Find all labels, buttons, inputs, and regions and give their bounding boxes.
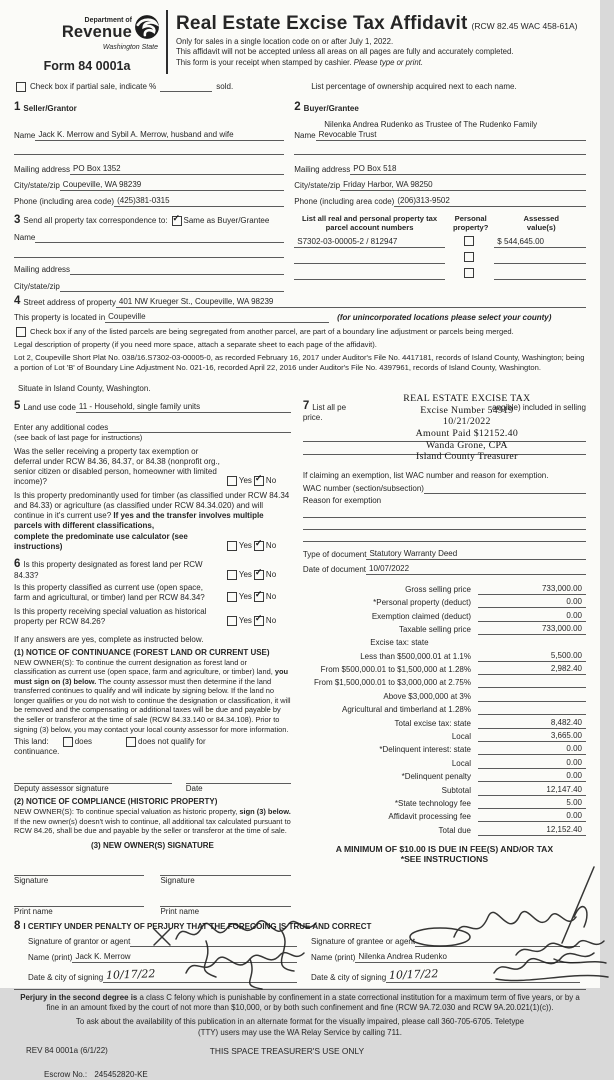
stamp-treasurer-title: Island County Treasurer [416,451,518,463]
grantee-date-handwritten: 10/17/22 [388,967,439,983]
situate-line: Situate in Island County, Washington. [18,384,151,394]
deputy-assessor-lines [14,773,291,784]
located-in-row [14,312,586,323]
section7-label-cont: price. [302,412,323,422]
section2-number: 2 [294,101,301,114]
tax-row-local: Local 3,665.00 [303,729,586,742]
section8-block [14,921,586,983]
located-in-label: This property is located in [14,312,106,322]
reason-exemption-label: Reason for exemption [302,496,382,506]
correspondence-mailing-field [70,264,284,275]
correspondence-name-field [35,232,284,243]
land-does-checkbox[interactable] [63,737,73,747]
tax-row-subtotal: Subtotal 12,147.40 [303,782,586,795]
correspondence-blank-line [14,243,284,258]
reason-line-2 [303,518,586,530]
form-title-rcw: (RCW 82.45 WAC 458-61A) [471,21,578,31]
seller-name-value: Jack K. Merrow and Sybil A. Merrow, husband and wife [35,130,284,141]
deputy-signature-label: Deputy assessor signature [14,784,109,794]
assessed-value-field-3 [494,269,586,280]
deputy-date-field [186,773,291,784]
section4-number: 4 [14,295,21,308]
yes-label: Yes [238,569,252,579]
seller-phone-row [14,196,284,207]
grantee-date-row [311,968,580,983]
document-type-value: Statutory Warranty Deed [366,549,586,560]
section1-title: Seller/Grantor [23,103,77,113]
tax-row-tier2: From $500,000.01 to $1,500,000 at 1.28% 2,982.40 [303,662,586,675]
seller-mailing-row [14,164,284,175]
grantor-name-label: Name (print) [28,953,73,963]
same-as-buyer-checkbox[interactable] [172,216,182,226]
escrow-number: 245452820-KE [94,1070,148,1080]
parcel-row-3 [294,264,586,280]
current-use-no-checkbox[interactable] [254,592,264,602]
land-does-not-checkbox[interactable] [126,737,136,747]
form-header [14,10,586,74]
buyer-mailing-row [294,164,586,175]
correspondence-mailing-row [14,264,284,275]
grantor-date-row [28,968,297,983]
minimum-due-line2: *SEE INSTRUCTIONS [400,854,489,865]
question-forest-text: Is this property designated as forest land per RCW 84.33? [14,560,203,580]
segregated-label: Check box if any of the listed parcels are being segregated from another parcel, are part of a boundary line adjustment or parcels being merged. [30,327,514,337]
no-label: No [265,591,277,601]
continuance-label: continuance. [14,747,60,757]
perjury-rest: a class C felony which is punishable by confinement in a state correctional institution for a maximum term of five years, or by a fine in an amount fixed by the court of not more than $10,000, or by both such confinement and fine (RCW 9A.72.030 and RCW 9A.20.021(1)(c)). [46,992,580,1013]
dor-swirl-icon [134,14,160,43]
document-date-row [303,564,586,575]
notice1-body [14,658,291,734]
same-as-buyer-label: Same as Buyer/Grantee [183,216,270,226]
does-not-label: does not qualify for [138,737,206,747]
street-address-row [14,296,586,308]
grantee-name-value: Nilenka Andrea Rudenko [355,952,580,963]
owner-printname-field-1 [14,896,144,907]
reason-line-3 [303,530,586,542]
located-in-value: Coupeville [105,312,329,323]
question-current-use-text: Is this property classified as current use (open space, farm and agricultural, or timber) land per RCW 84.34? [14,582,205,602]
parcel-number-field-3 [294,269,444,280]
wac-number-field [424,483,586,494]
yes-label: Yes [238,591,252,601]
buyer-name-row [294,130,586,141]
yes-label: Yes [238,476,252,486]
tax-row-tier3: From $1,500,000.01 to $3,000,000 at 2.75% [303,675,586,688]
correspondence-mailing-label: Mailing address [14,265,71,275]
deputy-signature-field [14,773,172,784]
forest-no-checkbox[interactable] [254,570,264,580]
grantor-signature-row [28,936,297,947]
seller-city-label: City/state/zip [14,180,60,190]
question-timber-text: Is this property predominantly used for timber (as classified under RCW 84.34 and 84.33) or agriculture (as classified under RCW 84.34.020) and will continue in it's current use? [14,491,290,521]
if-any-answers-line: If any answers are yes, complete as instructed below. [14,634,204,644]
seller-name-blank-line [14,141,284,155]
assessed-value-1: $ 544,645.00 [494,237,586,248]
street-address-label: Street address of property [23,297,116,307]
exemption-yes-checkbox[interactable] [227,476,237,486]
timber-no-checkbox[interactable] [254,541,264,551]
owner-signature-label-1: Signature [14,875,49,885]
personal-property-col-header: Personal property? [452,213,489,232]
tax-row-total-due: Total due 12,152.40 [303,822,586,835]
correspondence-city-row [14,281,284,292]
owner-printname-lines [14,896,291,907]
section1-heading [14,102,284,114]
no-label: No [265,541,277,551]
grantor-signature-field [130,936,297,947]
buyer-city-value: Friday Harbor, WA 98250 [340,180,586,191]
document-type-row [303,549,586,560]
footer-row [14,1046,586,1057]
dor-logo-block [14,10,160,74]
tax-row-tier4: Above $3,000,000 at 3% [303,688,586,701]
tax-row-delinquent-penalty: *Delinquent penalty 0.00 [303,769,586,782]
question-timber [14,491,291,552]
question-forest [14,559,291,581]
exemption-no-checkbox[interactable] [254,476,264,486]
buyer-mailing-label: Mailing address [294,164,351,174]
yes-label: Yes [238,615,252,625]
owner-printname-label-2: Print name [160,906,200,916]
partial-sale-row [14,81,586,92]
section2-heading [294,102,586,114]
grantee-signature-row [311,936,580,947]
seller-name-label: Name [14,130,36,140]
tax-row-delinquent-local: Local 0.00 [303,755,586,768]
street-address-value: 401 NW Krueger St., Coupeville, WA 98239 [116,297,586,308]
parcel-number-value: S7302-03-00005-2 / 812947 [294,237,444,248]
notice2-title: (2) NOTICE OF COMPLIANCE (HISTORIC PROPERTY) [14,797,218,807]
correspondence-name-row [14,232,284,243]
question-historical [14,607,291,627]
buyer-phone-row [294,196,586,207]
grantee-date-label: Date & city of signing [311,972,387,982]
question-timber-answer [225,541,291,552]
document-date-value: 10/07/2022 [366,564,586,575]
parcel-number-field-2 [294,253,444,264]
owner-signature-field-2 [160,865,290,876]
rev-number: REV 84 0001a (6/1/22) [26,1045,108,1055]
historical-no-checkbox[interactable] [254,616,264,626]
seller-city-value: Coupeville, WA 98239 [60,180,284,191]
tax-row-tech-fee: *State technology fee 5.00 [303,796,586,809]
legal-description-text: Lot 2, Coupeville Short Plat No. 038/16.S7302-03-00005-0, as recorded February 16, 2017 under Auditor's File No. 4417181, records of Island County, Washington; being a portion of Lot 'B' of Boundary Line Adjustment No. 021-16, recorded April 22, 2016 under Auditor's File No. 4397961, records of Island County, Washington. [14,353,585,372]
question-exemption-text: Was the seller receiving a property tax exemption or deferral under RCW 84.36, 84.37, or 84.38 (nonprofit org., senior citizen or disabled person, homeowner with limited income)? [14,447,220,487]
parcel-row-1 [294,232,586,248]
instruction-line-1: Only for sales in a single location code on or after July 1, 2022. [176,36,394,46]
land-use-value: 11 - Household, single family units [76,402,291,413]
dor-logo-text [62,17,132,41]
additional-codes-label: Enter any additional codes [14,422,109,432]
parcel-row-1-checkbox-cell [445,236,495,248]
logo-dept-label: Department of [84,16,132,24]
notice1-title: (1) NOTICE OF CONTINUANCE (FOREST LAND OR CURRENT USE) [14,647,270,657]
grantor-signature-label: Signature of grantor or agent [28,937,131,947]
parcel-row-2 [294,248,586,264]
no-label: No [265,476,277,486]
forest-yes-checkbox[interactable] [227,570,237,580]
form-title: Real Estate Excise Tax Affidavit [176,13,468,34]
correspondence-city-label: City/state/zip [14,282,60,292]
section7-label-end: angible) included in selling [492,402,586,412]
document-type-label: Type of document [302,550,367,560]
tax-row-total-state: Total excise tax: state 8,482.40 [303,715,586,728]
parcel-row-2-checkbox-cell [445,252,495,264]
owner-signature-labels [14,876,291,886]
instruction-line-2: This affidavit will not be accepted unless all areas on all pages are fully and accurately completed. [176,47,514,57]
stamp-date: 10/21/2022 [443,416,491,428]
seller-phone-value: (425)381-0315 [114,196,284,207]
accessibility-line-2: (TTY) users may use the WA Relay Service by calling 711. [198,1027,402,1037]
header-divider [166,10,168,74]
section6-number: 6 [14,558,21,571]
current-use-yes-checkbox[interactable] [227,592,237,602]
grantor-date-label: Date & city of signing [28,972,104,982]
notice1-body-bold: you must sign on (3) below. [14,667,289,686]
partial-sale-percent-field [160,81,212,92]
seller-name-row [14,130,284,141]
deputy-date-label: Date [185,784,203,794]
personal-property-checkbox-2[interactable] [464,252,474,262]
additional-codes-field [108,422,291,433]
timber-yes-checkbox[interactable] [227,541,237,551]
question-historical-answer [225,607,291,627]
tax-row-delinquent-interest: *Delinquent interest: state 0.00 [303,742,586,755]
stamp-excise-number: Excise Number 54919 [420,404,514,416]
reason-line-1 [303,506,586,518]
correspondence-city-field [60,281,284,292]
tax-row-exemption: Exemption claimed (deduct) 0.00 [303,608,586,621]
tax-row-gross: Gross selling price 733,000.00 [303,581,586,594]
yes-label: Yes [238,541,252,551]
section1-number: 1 [14,101,21,114]
form-number: Form 84 0001a [43,58,131,73]
assessed-value-field-2 [494,253,586,264]
does-label: does [74,737,93,747]
assessed-value-col-header: Assessed value(s) [523,213,559,232]
owner-printname-field-2 [160,896,290,907]
segregated-checkbox[interactable] [16,327,26,337]
treasurer-stamp [349,393,585,462]
grantee-signature-field [415,936,580,947]
stamp-title: REAL ESTATE EXCISE TAX [403,393,531,405]
deputy-assessor-labels [14,784,291,794]
grantor-name-value: Jack K. Merrow [72,952,297,963]
owner-signature-label-2: Signature [160,875,195,885]
legal-description-label: Legal description of property (if you need more space, attach a separate sheet to each page of the affidavit). [14,339,377,349]
document-date-label: Date of document [302,565,367,575]
grantee-name-label: Name (print) [311,953,356,963]
grantee-signature-label: Signature of grantee or agent [311,937,416,947]
grantor-date-handwritten: 10/17/22 [105,967,156,983]
no-label: No [265,615,277,625]
accessibility-line-1: To ask about the availability of this publication in an alternate format for the visually impaired, please call 360-705-6705. Teletype [75,1017,525,1027]
seller-phone-label: Phone (including area code) [14,196,115,206]
grantee-name-row [311,952,580,963]
additional-codes-note: (see back of last page for instructions) [14,432,143,442]
this-land-row [14,737,291,747]
section7-label-start: List all pe [312,402,347,412]
stamp-treasurer-name: Wanda Grone, CPA [425,439,508,451]
certify-statement: I CERTIFY UNDER PENALTY OF PERJURY THAT THE FOREGOING IS TRUE AND CORRECT [23,922,372,932]
seller-mailing-label: Mailing address [14,164,71,174]
section5-number: 5 [14,400,21,413]
buyer-city-label: City/state/zip [294,180,341,190]
land-use-label: Land use code [23,402,76,412]
owner-printname-label-1: Print name [14,906,53,916]
instruction-line-3 [176,58,578,68]
question-exemption [14,447,291,487]
buyer-mailing-value: PO Box 518 [350,164,586,175]
section7-number: 7 [302,400,310,413]
question-timber-bold1: If yes and the transfer involves multiple parcels with different classifications, [14,511,264,531]
tax-row-agricultural: Agricultural and timberland at 1.28% [303,702,586,715]
land-use-row [14,401,291,413]
grantor-name-row [28,952,297,963]
new-owners-signature-title: (3) NEW OWNER(S) SIGNATURE [90,840,214,850]
parcel-row-3-checkbox-cell [445,268,495,280]
excise-tax-state-header: Excise tax: state [370,638,429,648]
section3-label: Send all property tax correspondence to: [23,216,168,226]
stamp-amount-paid: Amount Paid $12152.40 [415,427,519,439]
section8-number: 8 [14,919,21,932]
escrow-row [44,1070,586,1080]
perjury-paragraph [14,989,586,1014]
partial-sale-checkbox[interactable] [16,82,26,92]
historical-yes-checkbox[interactable] [227,616,237,626]
grantor-date-field [103,968,297,983]
owner-signature-field-1 [14,865,144,876]
notice1-body-b: The county assessor must then determine if the land transferred continues to qualify and will indicate by signing below. If the land no longer qualifies or you do not wish to continue the designation or classification, it will be removed and the compensating or additional taxes will be due and payable by the seller or transferor at the time of sale (RCW 84.33.140 or 84.34.108). Prior to signing (3) below, you may contact your local county assessor for more information. [14,676,291,734]
owner-signature-lines [14,865,291,876]
buyer-city-row [294,180,586,191]
tax-row-tier1: Less than $500,000.01 at 1.1% 5,500.00 [303,648,586,661]
owner-printname-labels [14,907,291,917]
section2-title: Buyer/Grantee [303,103,359,113]
parcel-col-header: List all real and personal property tax parcel account numbers [302,213,438,232]
buyer-name-blank-line [294,141,586,155]
seller-city-row [14,180,284,191]
additional-codes-row [14,422,291,433]
parcel-table-header [294,215,586,232]
ownership-note: List percentage of ownership acquired next to each name. [311,82,517,92]
buyer-phone-label: Phone (including area code) [294,196,395,206]
certify-row [14,921,586,933]
seller-mailing-value: PO Box 1352 [70,164,284,175]
this-land-label: This land: [14,737,49,747]
correspondence-name-label: Name [14,233,36,243]
personal-property-checkbox-3[interactable] [464,268,474,278]
county-note: (for unincorporated locations please select your county) [337,312,552,322]
tax-row-processing-fee: Affidavit processing fee 0.00 [303,809,586,822]
question-historical-text: Is this property receiving special valuation as historical property per RCW 84.26? [14,606,207,626]
buyer-name-line1: Nilenka Andrea Rudenko as Trustee of The Rudenko Family [324,119,538,129]
partial-sale-sold-label: sold. [216,82,234,92]
wac-number-label: WAC number (section/subsection) [302,484,424,494]
escrow-label: Escrow No.: [44,1070,88,1080]
tax-row-personal: *Personal property (deduct) 0.00 [303,595,586,608]
buyer-name-label: Name [294,130,316,140]
treasurer-use-only: THIS SPACE TREASURER'S USE ONLY [209,1045,365,1056]
personal-property-checkbox-1[interactable] [464,236,474,246]
no-label: No [265,569,277,579]
segregated-row [14,327,586,337]
minimum-due-line1: A MINIMUM OF $10.00 IS DUE IN FEE(S) AND/OR TAX [335,843,554,854]
instruction-line-3-italic: Please type or print. [353,58,424,68]
logo-state-label: Washington State [102,44,158,51]
section7-block [302,393,586,465]
section3-number: 3 [14,213,21,226]
notice1-body-a: NEW OWNER(S): To continue the current designation as forest land or classification as current use (open space, farm and agriculture, or timber) land, [14,657,275,677]
perjury-bold: Perjury in the second degree is [20,992,138,1002]
question-forest-answer [225,559,291,581]
section3-row [14,215,284,227]
question-exemption-answer [225,447,291,487]
notice2-body-bold: sign (3) below. [239,807,291,817]
instruction-line-3-text: This form is your receipt when stamped by cashier. [176,58,354,68]
exemption-note: If claiming an exemption, list WAC number and reason for exemption. [302,471,549,481]
notice2-body [14,807,291,836]
tax-row-taxable: Taxable selling price 733,000.00 [303,622,586,635]
logo-revenue-label: Revenue [61,22,132,41]
question-current-use [14,583,291,603]
notice2-body-a: NEW OWNER(S): To continue special valuation as historic property, [14,807,240,817]
notice2-body-b: If the new owner(s) doesn't wish to continue, all additional tax calculated pursuant to RCW 84.26, shall be due and payable by the seller or transferor at the time of sale. [14,816,291,836]
buyer-phone-value: (206)313-9502 [394,196,586,207]
partial-sale-label: Check box if partial sale, indicate % [30,82,157,92]
wac-number-row [303,483,586,494]
question-timber-bold2: complete the predominate use calculator (see instructions) [14,532,188,552]
buyer-name-value: Revocable Trust [316,130,586,141]
question-current-use-answer [225,583,291,603]
grantee-date-field [386,968,580,983]
